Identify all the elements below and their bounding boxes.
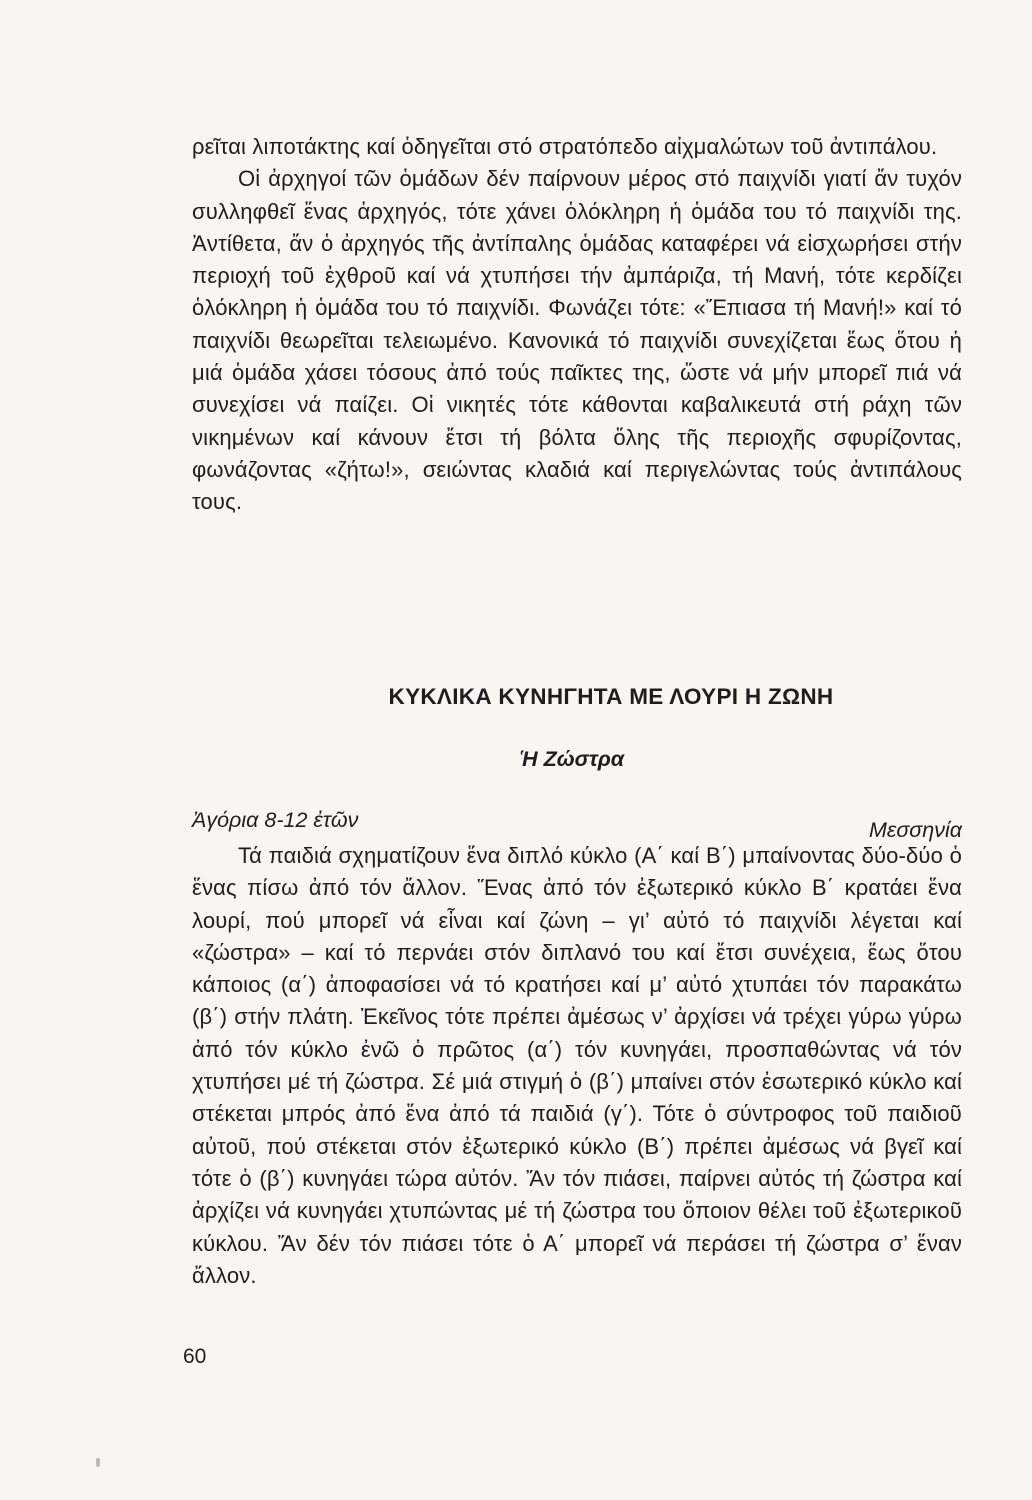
- game-description-block: [192, 840, 962, 1292]
- paragraph-leaders: Οἱ ἀρχηγοί τῶν ὁμάδων δέν παίρνουν μέρος στό παιχνίδι γιατί ἄν τυχόν συλληφθεῖ ἕνας ἀρχηγός, τότε χάνει ὁλόκληρη ἡ ὁμάδα του τό παιχνίδι της. Ἀντίθετα, ἄν ὁ ἀρχηγός τῆς ἀντίπαλης ὁμάδας καταφέρει νά εἰσχωρήσει στήν περιοχή τοῦ ἐχθροῦ καί νά χτυπήσει τήν ἀμπάριζα, τή Μανή, τότε κερδίζει ὁλόκληρη ἡ ὁμάδα του τό παιχνίδι. Φωνάζει τότε: «Ἔπιασα τή Μανή!» καί τό παιχνίδι θεωρεῖται τελειωμένο. Κανονικά τό παιχνίδι συνεχίζεται ἕως ὅτου ἡ μιά ὁμάδα χάσει τόσους ἀπό τούς παῖκτες της, ὥστε νά μήν μπορεῖ πιά νά συνεχίσει νά παίζει. Οἱ νικητές τότε κάθονται καβαλικευτά στή ράχη τῶν νικημένων καί κάνουν ἔτσι τή βόλτα ὅλης τῆς περιοχῆς σφυρίζοντας, φωνάζοντας «ζήτω!», σειώντας κλαδιά καί περιγελώντας τούς ἀντιπάλους τους.: [192, 166, 962, 515]
- page-number: 60: [183, 1345, 207, 1368]
- paragraph-continued: ρεῖται λιποτάκτης καί ὁδηγεῖται στό στρατόπεδο αἰχμαλώτων τοῦ ἀντιπάλου.: [192, 134, 938, 159]
- game-meta: [192, 808, 962, 842]
- continued-text-block: [192, 131, 962, 519]
- section-title: ΚΥΚΛΙΚΑ ΚΥΝΗΓΗΤΑ ΜΕ ΛΟΥΡΙ Η ΖΩΝΗ: [388, 684, 834, 709]
- audience-label: Ἀγόρια 8-12 ἐτῶν: [192, 808, 359, 832]
- print-speck: [96, 1458, 100, 1467]
- game-title: Ἡ Ζώστρα: [520, 747, 625, 771]
- paragraph-game-rules: Τά παιδιά σχηματίζουν ἕνα διπλό κύκλο (Α΄ καί Β΄) μπαίνοντας δύο-δύο ὁ ἕνας πίσω ἀπό τόν ἄλλον. Ἕνας ἀπό τόν ἐξωτερικό κύκλο Β΄ κρατάει ἕνα λουρί, πού μπορεῖ νά εἶναι καί ζώνη – γι’ αὐτό τό παιχνίδι λέγεται καί «ζώστρα» – καί τό περνάει στόν διπλανό του καί ἔτσι συνέχεια, ἕως ὅτου κάποιος (α΄) ἀποφασίσει νά τό κρατήσει καί μ’ αὐτό χτυπάει τόν παρακάτω (β΄) στήν πλάτη. Ἐκεῖνος τότε πρέπει ἀμέσως ν’ ἀρχίσει νά τρέχει γύρω γύρω ἀπό τόν κύκλο ἐνῶ ὁ πρῶτος (α΄) τόν κυνηγάει, προσπαθώντας νά τόν χτυπήσει μέ τή ζώστρα. Σέ μιά στιγμή ὁ (β΄) μπαίνει στόν ἐσωτερικό κύκλο καί στέκεται μπρός ἀπό ἕνα ἀπό τά παιδιά (γ΄). Τότε ὁ σύντροφος τοῦ παιδιοῦ αὐτοῦ, πού στέκεται στόν ἐξωτερικό κύκλο (Β΄) πρέπει ἀμέσως νά βγεῖ καί τότε ὁ (β΄) κυνηγάει τώρα αὐτόν. Ἄν τόν πιάσει, παίρνει αὐτός τή ζώστρα καί ἀρχίζει νά κυνηγάει χτυπώντας μέ τή ζώστρα του ὅποιον θέλει τοῦ ἐξωτερικοῦ κύκλου. Ἄν δέν τόν πιάσει τότε ὁ Α΄ μπορεῖ νά περάσει τή ζώστρα σ’ ἕναν ἄλλον.: [192, 843, 962, 1288]
- region-label: Μεσσηνία: [868, 818, 962, 842]
